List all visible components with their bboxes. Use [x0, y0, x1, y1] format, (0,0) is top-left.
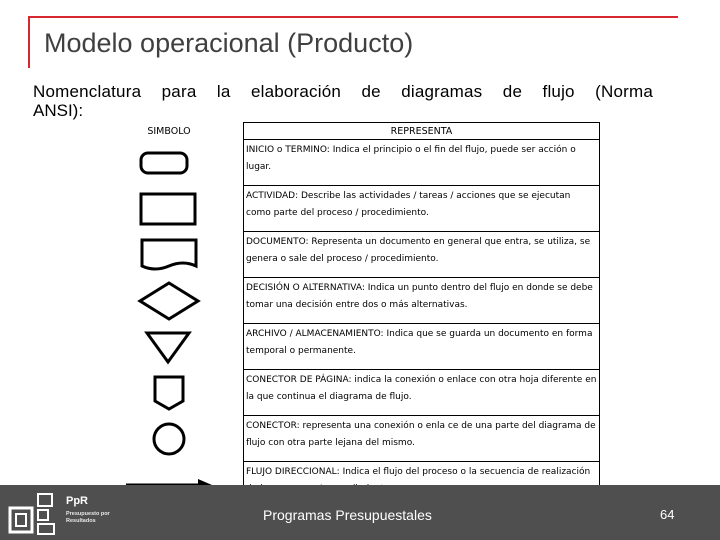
table-row — [95, 278, 600, 324]
description-label: CONECTOR: — [246, 421, 300, 431]
description-cell — [244, 324, 600, 370]
symbol-cell — [95, 140, 244, 186]
description-label: FLUJO DIRECCIONAL: — [246, 467, 340, 477]
title-frame-top — [28, 16, 678, 18]
document-symbol-icon — [139, 238, 199, 272]
description-text: indica la conexión o enlace con otra hoja diferente en la que continua el diagrama de flujo. — [246, 375, 597, 402]
process-symbol-icon — [139, 192, 199, 226]
off-page-connector-symbol-icon — [152, 375, 186, 411]
symbol-cell — [95, 416, 244, 462]
description-text: representa una conexión o enla ce de una parte del diagrama de flujo con otra parte lejana del mismo. — [246, 421, 596, 448]
symbol-cell — [95, 370, 244, 416]
table-row — [95, 140, 600, 186]
logo-subtitle: Presupuesto por Resultados — [66, 511, 110, 524]
symbol-cell — [95, 278, 244, 324]
description-cell — [244, 416, 600, 462]
description-cell — [244, 140, 600, 186]
title-frame-left — [28, 16, 30, 68]
symbol-cell — [95, 232, 244, 278]
description-text: Indica que se guarda un documento en forma temporal o permanente. — [246, 329, 593, 356]
footer-center-text: Programas Presupuestales — [263, 507, 432, 523]
terminator-symbol-icon — [139, 151, 199, 175]
storage-symbol-icon — [144, 330, 194, 364]
description-text: Indica el principio o el fin del flujo, puede ser acción o lugar. — [246, 145, 576, 172]
subtitle-line-2: ANSI): — [33, 101, 84, 120]
table-row — [95, 324, 600, 370]
description-cell — [244, 370, 600, 416]
description-label: ARCHIVO / ALMACENAMIENTO: — [246, 329, 384, 339]
symbol-cell — [95, 186, 244, 232]
description-label: DECISIÓN O ALTERNATIVA: — [246, 283, 365, 293]
symbols-table — [95, 122, 600, 508]
description-cell — [244, 232, 600, 278]
table-row — [95, 370, 600, 416]
page-number: 64 — [660, 507, 675, 522]
description-text: Indica un punto dentro del flujo en donde se debe tomar una decisión entre dos o más alternativas. — [246, 283, 593, 310]
description-cell — [244, 186, 600, 232]
decision-symbol-icon — [138, 281, 200, 321]
description-text: Representa un documento en general que entra, se utiliza, se genera o sale del proceso / procedimiento. — [246, 237, 591, 264]
description-label: INICIO o TERMINO: — [246, 145, 330, 155]
description-cell — [244, 278, 600, 324]
table-row — [95, 186, 600, 232]
table-row — [95, 416, 600, 462]
description-label: DOCUMENTO: — [246, 237, 309, 247]
description-label: CONECTOR DE PÁGINA: — [246, 375, 352, 385]
table-row — [95, 232, 600, 278]
column-header-represents: REPRESENTA — [244, 123, 600, 140]
column-header-symbol: SIMBOLO — [147, 125, 191, 137]
logo-title: PpR — [66, 495, 88, 507]
subtitle-line-1: Nomenclatura para la elaboración de diagramas de flujo (Norma — [33, 82, 653, 101]
connector-symbol-icon — [151, 421, 187, 457]
description-text: Indica el flujo del proceso o la secuencia de realización — [342, 467, 591, 477]
ppr-logo-icon — [6, 492, 60, 536]
page-title: Modelo operacional (Producto) — [44, 28, 414, 58]
description-text: Describe las actividades / tareas / acciones que se ejecutan como parte del proceso / procedimiento. — [246, 191, 571, 218]
description-label: ACTIVIDAD: — [246, 191, 299, 201]
symbol-cell — [95, 324, 244, 370]
